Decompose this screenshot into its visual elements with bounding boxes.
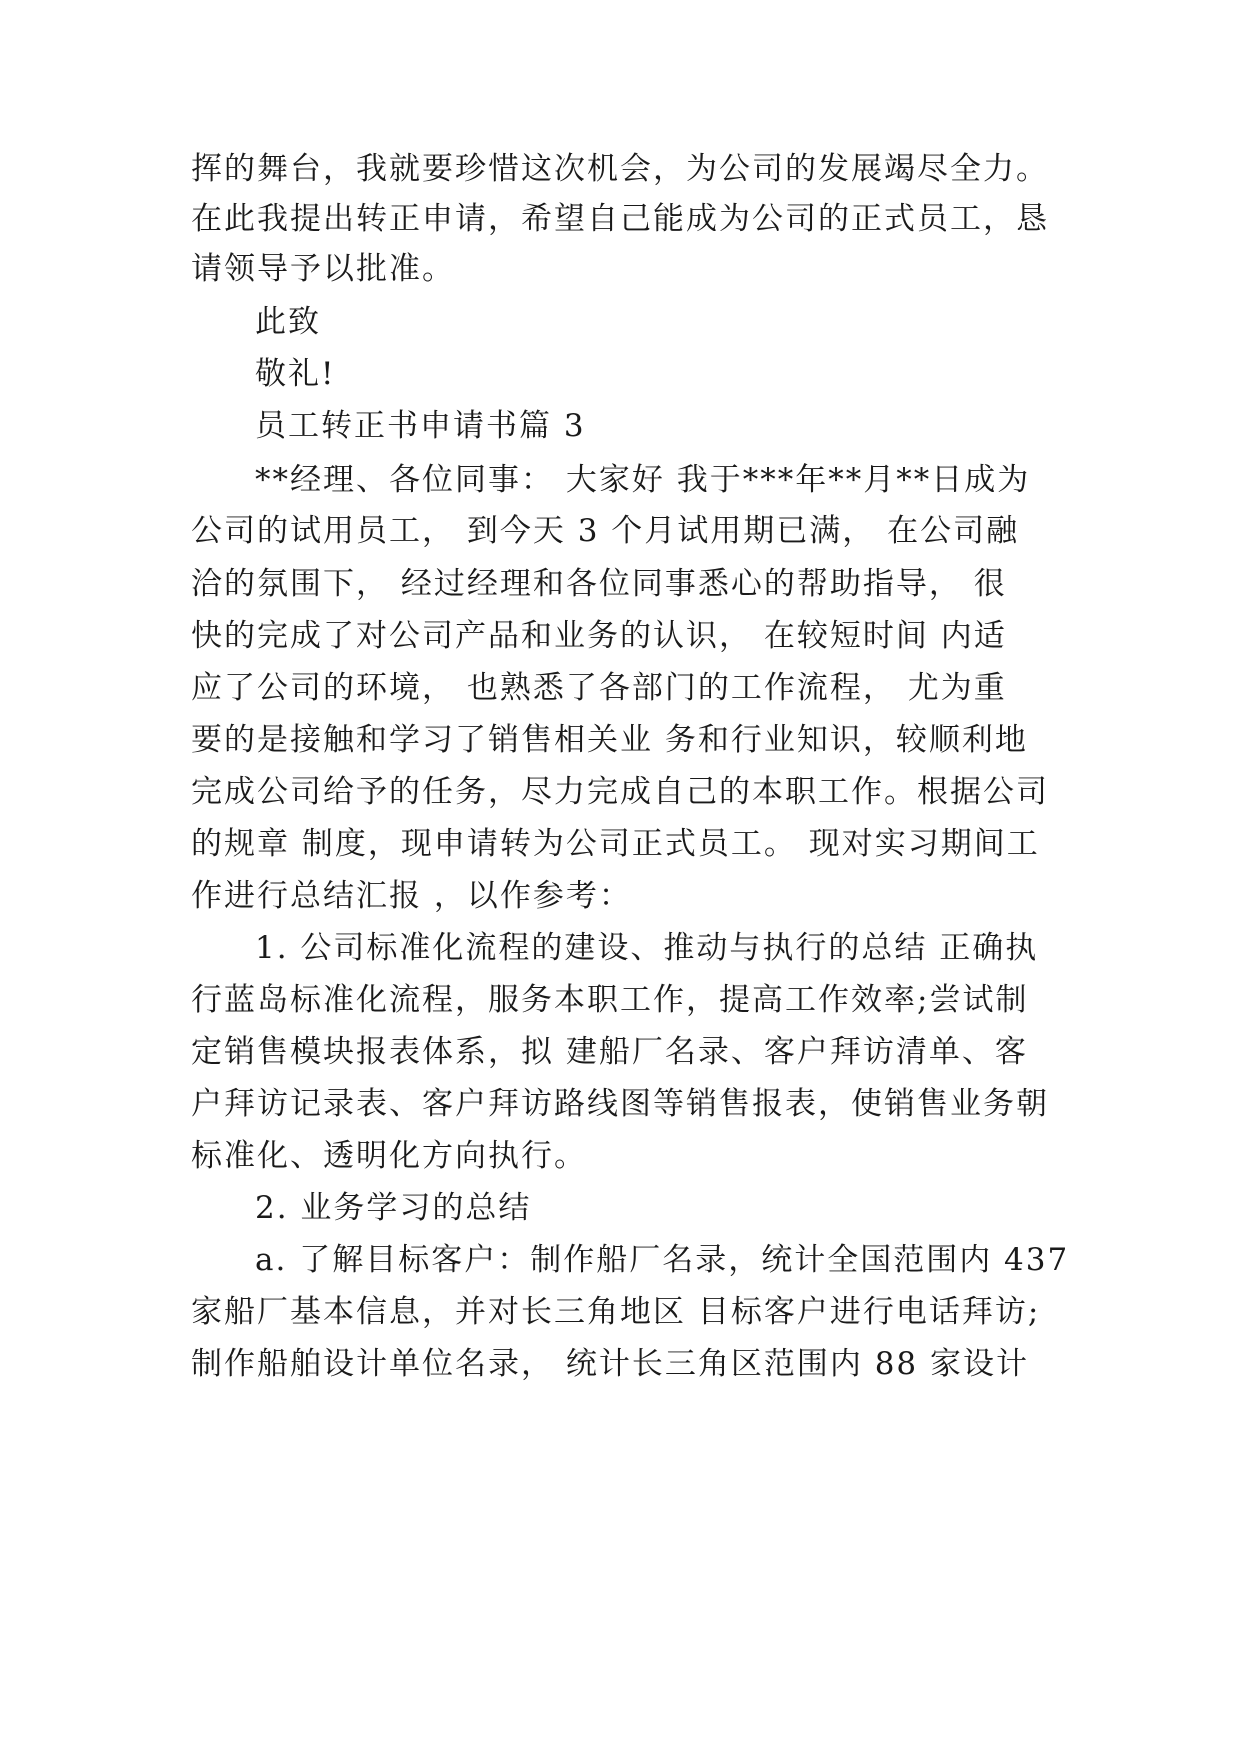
text-line: 快的完成了对公司产品和业务的认识， 在较短时间 内适: [191, 618, 1007, 654]
text-line: 作进行总结汇报 ，以作参考：: [191, 878, 632, 914]
text-line: 挥的舞台，我就要珍惜这次机会，为公司的发展竭尽全力。: [191, 151, 1049, 187]
text-line: 公司的试用员工， 到今天 3 个月试用期已满， 在公司融: [191, 513, 1020, 549]
text-line: 要的是接触和学习了销售相关业 务和行业知识，较顺利地: [191, 722, 1028, 758]
list-item: 2. 业务学习的总结: [255, 1190, 532, 1226]
text-line: 的规章 制度，现申请转为公司正式员工。 现对实习期间工: [191, 826, 1040, 862]
list-item: a. 了解目标客户：制作船厂名录，统计全国范围内 437: [255, 1242, 1070, 1278]
text-line: 标准化、透明化方向执行。: [191, 1138, 587, 1174]
salutation-line: 此致: [255, 304, 321, 340]
text-line: 请领导予以批准。: [191, 251, 455, 287]
section-heading: 员工转正书申请书篇 3: [255, 408, 586, 444]
text-line: 洽的氛围下， 经过经理和各位同事悉心的帮助指导， 很: [191, 566, 1007, 602]
list-item: 1. 公司标准化流程的建设、推动与执行的总结 正确执: [255, 930, 1039, 966]
text-line: 户拜访记录表、客户拜访路线图等销售报表，使销售业务朝: [191, 1086, 1049, 1122]
text-line: 家船厂基本信息，并对长三角地区 目标客户进行电话拜访;: [191, 1294, 1041, 1330]
text-line: 制作船舶设计单位名录， 统计长三角区范围内 88 家设计: [191, 1346, 1030, 1382]
text-line: **经理、各位同事： 大家好 我于***年**月**日成为: [255, 462, 1031, 498]
text-line: 应了公司的环境， 也熟悉了各部门的工作流程， 尤为重: [191, 670, 1007, 706]
text-line: 完成公司给予的任务，尽力完成自己的本职工作。根据公司: [191, 774, 1049, 810]
text-line: 在此我提出转正申请，希望自己能成为公司的正式员工，恳: [191, 201, 1049, 237]
text-line: 定销售模块报表体系，拟 建船厂名录、客户拜访清单、客: [191, 1034, 1028, 1070]
closing-line: 敬礼!: [255, 356, 336, 392]
text-line: 行蓝岛标准化流程，服务本职工作，提高工作效率;尝试制: [191, 982, 1029, 1018]
